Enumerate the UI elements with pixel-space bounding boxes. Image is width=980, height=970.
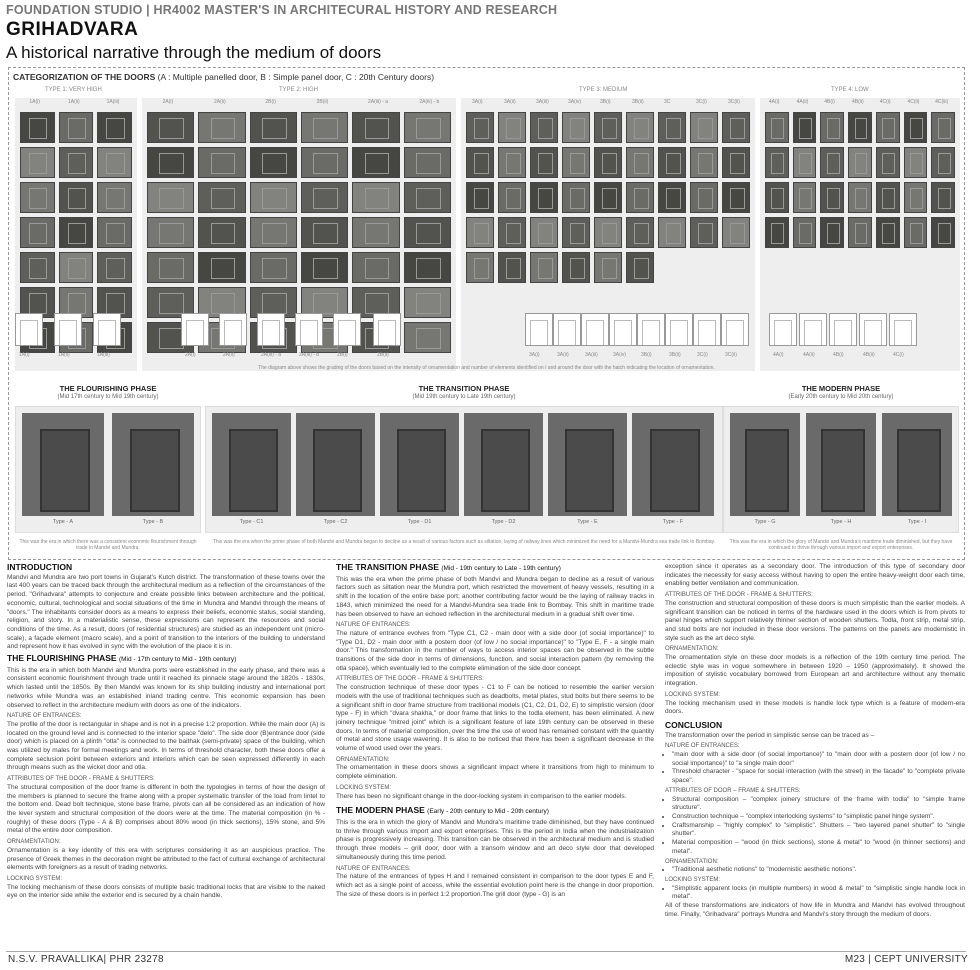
door-drawing <box>665 313 693 346</box>
subsection-label: ATTRIBUTES OF THE DOOR - FRAME & SHUTTERS: <box>336 676 484 683</box>
door-thumbnail <box>530 147 558 178</box>
subsection-label: ATTRIBUTES OF DOOR – FRAME & SHUTTERS: <box>665 787 801 794</box>
subsection-label: ATTRIBUTES OF THE DOOR - FRAME & SHUTTERS: <box>665 592 813 599</box>
door-thumbnail <box>498 112 526 143</box>
flourishing-locking: The locking mechanism of these doors consists of multiple basic traditional locks that are visible to the naked eye on the interior side while the exterior end is secured by a chain handle. <box>7 883 325 900</box>
photo-caption: Type - A <box>52 519 74 525</box>
photo-caption: Type - C2 <box>323 519 348 525</box>
door-thumbnail <box>301 147 348 178</box>
door-drawing <box>15 313 43 346</box>
modern-text: This is the era in which the glory of Mandvi and Mundra's maritime trade diminished, but they have continued to thrive through various import and export enterprises. This is the period in India when the industrialization phase is progressively increasing. This transition can be observed in the architectural medium and is studied through three models – grill door, door with a transom window and art deco style door that developed simultaneously during this time period. <box>336 818 654 861</box>
drawing-label: 3B(i) <box>641 352 652 358</box>
transition-locking: There has been no significant change in the door-locking system in comparison to the earlier models. <box>336 792 627 800</box>
type1-label: TYPE 1: VERY HIGH <box>45 87 102 93</box>
door-drawing <box>333 313 361 346</box>
subsection-label: ATTRIBUTES OF THE DOOR - FRAME & SHUTTERS: <box>7 776 155 783</box>
door-thumbnail <box>848 112 872 143</box>
column-label: 3A(iii) <box>536 99 549 105</box>
column-label: 4A(i) <box>768 99 780 105</box>
door-thumbnail <box>904 182 928 213</box>
modern-ornamentation: The ornamentation style on these door models is a reflection of the 19th century time period. The eclectic style was in vogue somewhere in between 1920 – 1950 (approximately). It showed the imposition of stylistic vocabulary borrowed from European art and architecture without any thematic integration. <box>665 654 965 688</box>
drawing-label: 3A(i) <box>529 352 540 358</box>
list-item: • Construction technique – "complex interlocking systems" to "simplistic panel hinge system". <box>672 813 965 822</box>
subsection-label: NATURE OF ENTRANCES: <box>336 865 411 872</box>
door-thumbnail <box>530 112 558 143</box>
transition-text: This was the era when the prime phase of both Mandvi and Mundra began to decline as a result of various factors such as siltation near the Mundra port, which restricted the movement of heavy vessels, resulting in a shift in the location of the entire base port; another contributing factor would be the laying of railway tracks in 1843, which minimized the need for a Mandvi-Mundra sea trade link to Bombay. This shift in maritime trade has been observed to have an echoed reflection in the architectural medium in a gradual shift over time. <box>336 575 654 618</box>
door-photo <box>464 413 543 516</box>
door-thumbnail <box>250 112 297 143</box>
drawing-label: 4A(i) <box>773 352 784 358</box>
categorization-title: CATEGORIZATION OF THE DOORS (A : Multiple panelled door, B : Simple panel door, C : 20th Century doors) <box>13 72 435 82</box>
photo-caption: Type - H <box>830 519 852 525</box>
photo-caption: Type - D2 <box>491 519 516 525</box>
door-thumbnail <box>530 252 558 283</box>
door-drawing <box>181 313 209 346</box>
door-photo <box>882 413 952 516</box>
door-photo <box>548 413 627 516</box>
categorization-panel <box>8 67 965 560</box>
column-label: 4C(ii) <box>907 99 920 105</box>
photo-caption: Type - E <box>577 519 598 525</box>
door-thumbnail <box>876 112 900 143</box>
column-label: 3B(i) <box>600 99 611 105</box>
door-thumbnail <box>198 217 245 248</box>
phase-caption-flourishing: This was the era in which there was a consistent economic flourishment through trade in Mandvi and Mundra. <box>19 539 197 551</box>
page-subtitle: A historical narrative through the medium of doors <box>6 43 382 62</box>
page-title: GRIHADVARA <box>6 19 139 40</box>
subsection-label: LOCKING SYSTEM: <box>336 784 392 791</box>
column-label: 1A(ii) <box>68 99 80 105</box>
door-drawing <box>889 313 917 346</box>
door-thumbnail <box>301 182 348 213</box>
subsection-label: ORNAMENTATION: <box>336 756 390 763</box>
door-thumbnail <box>250 217 297 248</box>
drawing-label: 4C(i) <box>893 352 904 358</box>
door-thumbnail <box>820 147 844 178</box>
door-thumbnail <box>59 112 94 143</box>
door-thumbnail <box>793 147 817 178</box>
door-thumbnail <box>198 182 245 213</box>
drawing-label: 2B(ii) <box>377 352 389 358</box>
door-thumbnail <box>626 112 654 143</box>
door-photo <box>22 413 104 516</box>
door-thumbnail <box>793 217 817 248</box>
door-thumbnail <box>722 147 750 178</box>
photo-caption: Type - B <box>142 519 164 525</box>
door-thumbnail <box>848 182 872 213</box>
door-drawing <box>93 313 121 346</box>
phase-title-transition: THE TRANSITION PHASE <box>418 384 510 393</box>
drawing-label: 2B(i) <box>337 352 348 358</box>
door-thumbnail <box>250 182 297 213</box>
door-photo <box>380 413 459 516</box>
conclusion-heading: CONCLUSION <box>665 719 723 730</box>
door-thumbnail <box>20 147 55 178</box>
subsection-label: NATURE OF ENTRANCES: <box>336 622 411 629</box>
door-thumbnail <box>626 217 654 248</box>
door-thumbnail <box>352 147 399 178</box>
door-thumbnail <box>626 252 654 283</box>
phase-caption-modern: This was the era in which the glory of Mandvi and Mundra's maritime trade diminished, but they have continued to thrive through various import and export enterprises. <box>729 539 953 551</box>
column-label: 4C(i) <box>879 99 891 105</box>
door-thumbnail <box>562 252 590 283</box>
door-thumbnail <box>658 217 686 248</box>
flourishing-heading: THE FLOURISHING PHASE (Mid - 17th century to Mid - 19th century) <box>7 653 237 664</box>
conclusion-locking-list <box>665 885 965 902</box>
door-thumbnail <box>722 217 750 248</box>
door-thumbnail <box>20 182 55 213</box>
door-drawing <box>859 313 887 346</box>
door-thumbnail <box>793 182 817 213</box>
door-drawing <box>553 313 581 346</box>
drawing-label: 2A(iii) - b <box>299 352 320 358</box>
door-thumbnail <box>147 112 194 143</box>
door-drawing <box>373 313 401 346</box>
type4-label: TYPE 4: LOW <box>831 87 869 93</box>
door-thumbnail <box>404 182 451 213</box>
phase-caption-transition: This was the era when the prime phase of both Mandvi and Mundra began to decline as a result of various factors such as siltation, laying of railway lines which minimized the need for a Mandvi-Mundra sea trade link to Bombay. <box>212 539 716 545</box>
transition-heading: THE TRANSITION PHASE (Mid - 19th century to Late - 19th century) <box>336 562 561 572</box>
text-column-2 <box>336 563 654 901</box>
phase-sub-flourishing: (Mid 17th century to Mid 19th century) <box>57 394 159 400</box>
column-label: 3C(ii) <box>728 99 740 105</box>
subsection-label: ORNAMENTATION: <box>665 858 719 865</box>
door-thumbnail <box>530 217 558 248</box>
column-label: 3A(ii) <box>504 99 516 105</box>
conclusion-final: All of these transformations are indicators of how life in Mundra and Mandvi has evolved throughout time. Finally, "Grihadvara" portrays Mundra and Mandvi's story through the medium of doors. <box>665 902 965 918</box>
conclusion-ornamentation-list <box>665 866 965 875</box>
door-thumbnail <box>594 182 622 213</box>
door-thumbnail <box>301 252 348 283</box>
door-thumbnail <box>352 112 399 143</box>
text-column-1 <box>7 563 325 903</box>
modern-locking: The locking mechanism used in these models is handle lock type which is a feature of modern-era doors. <box>665 699 965 716</box>
column-label: 1A(i) <box>29 99 40 105</box>
column-label: 4B(i) <box>824 99 835 105</box>
type3-label: TYPE 3: MEDIUM <box>579 87 628 93</box>
door-thumbnail <box>466 217 494 248</box>
door-drawing <box>54 313 82 346</box>
door-thumbnail <box>59 182 94 213</box>
door-thumbnail <box>594 112 622 143</box>
door-thumbnail <box>404 322 451 353</box>
phase-box-flourishing <box>15 406 201 533</box>
subsection-label: LOCKING SYSTEM: <box>7 875 63 882</box>
door-thumbnail <box>466 182 494 213</box>
door-thumbnail <box>198 252 245 283</box>
column-label: 4B(ii) <box>852 99 864 105</box>
phase-title-modern: THE MODERN PHASE <box>801 384 881 393</box>
column-label: 3C(i) <box>696 99 707 105</box>
column-label: 2A(i) <box>162 99 174 105</box>
modern-entrances: The nature of the entrances of types H and I remained consistent in comparison to the door types E and F, which act as a single point of access, while the essential evolution point here is the change in door proportion. The size of these doors is in perfect 1:2 proportion.The grill door (type - G) is an <box>336 873 654 898</box>
door-thumbnail <box>876 182 900 213</box>
door-thumbnail <box>765 147 789 178</box>
modern-entrances-cont: exception since it operates as a secondary door. The introduction of this type of secondary door indicates the necessity for easy access without having to open the entire heavy-weight door each time, enabling better ventilation and communication. <box>665 563 965 588</box>
door-drawing <box>525 313 553 346</box>
door-thumbnail <box>765 217 789 248</box>
door-thumbnail <box>904 217 928 248</box>
door-thumbnail <box>301 217 348 248</box>
column-label: 4A(ii) <box>796 99 809 105</box>
door-thumbnail <box>97 147 132 178</box>
drawing-label: 3C(ii) <box>725 352 737 358</box>
door-thumbnail <box>765 182 789 213</box>
footer-divider <box>6 951 966 952</box>
door-thumbnail <box>301 112 348 143</box>
list-item: • Material composition – "wood (in thick sections), stone & metal" to "wood (in thinner sections) and metal". <box>672 839 965 856</box>
door-drawing <box>693 313 721 346</box>
phase-box-modern <box>723 406 959 533</box>
subsection-label: ORNAMENTATION: <box>665 646 719 653</box>
transition-ornamentation: The ornamentation in these doors shows a significant impact where it transitions from high to minimum to complete elimination. <box>336 764 654 781</box>
door-thumbnail <box>147 252 194 283</box>
door-thumbnail <box>59 252 94 283</box>
door-thumbnail <box>820 182 844 213</box>
door-thumbnail <box>404 112 451 143</box>
door-thumbnail <box>97 112 132 143</box>
text-column-3 <box>665 563 965 921</box>
door-thumbnail <box>250 147 297 178</box>
door-drawing <box>295 313 323 346</box>
door-thumbnail <box>198 112 245 143</box>
drawing-label: 3A(iv) <box>613 352 627 358</box>
phase-box-transition <box>205 406 723 533</box>
conclusion-entrances-list <box>665 751 965 786</box>
door-photo <box>212 413 291 516</box>
modern-attributes: The construction and structural composition of these doors is much simplistic than the earlier models. A significant transition can be noticed in terms of the hardware used in the doors which is from pivots to panel hinges which support relatively thinner section of wooden shutters. Todla, front strip, metal strip, and stud bolts are not included in these door versions. The patterns on the panels are modernistic in style such as the art deco style. <box>665 599 965 642</box>
door-thumbnail <box>466 252 494 283</box>
column-label: 2A(iii) - a <box>368 99 389 105</box>
door-thumbnail <box>931 217 955 248</box>
column-label: 1A(iii) <box>106 99 120 105</box>
door-thumbnail <box>59 147 94 178</box>
door-thumbnail <box>658 147 686 178</box>
door-drawing <box>637 313 665 346</box>
modern-heading: THE MODERN PHASE (Early - 20th century to Mid - 20th century) <box>336 805 549 816</box>
photo-caption: Type - C1 <box>239 519 264 525</box>
flourishing-ornamentation: Ornamentation is a key identity of this era with scriptures considering it as an auspicious practice. The presence of Greek themes in the decoration might be attributed to the fact of cultural exchange of architectural elements with foreigners as a result of trading networks. <box>7 846 325 872</box>
door-thumbnail <box>931 182 955 213</box>
door-thumbnail <box>352 182 399 213</box>
door-thumbnail <box>820 217 844 248</box>
transition-attributes: The construction technique of these door types - C1 to F can be noticed to resemble the earlier version models with the use of traditional techniques such as deadbolts, metal plates, stud bolts but there seems to be a significant shift in door frame structure from traditional models (C1, C2, D1, D2, E) to simplistic version (door type - F) in which "dvara shakha," or door frame that links to the todla element, has been eliminated. A new joinery technique "mitred joint" which is a significant feature of late 19th century can be observed in these doors. In terms of material composition, over the time the use of wood has remained constant with the quantity of metal and stone usage wavering. It is also to be noticed that there has been a significant decrease in the volume of wood used over the years. <box>336 684 654 753</box>
door-drawing <box>257 313 285 346</box>
column-label: 3B(ii) <box>632 99 644 105</box>
drawing-label: 2A(iii) - a <box>261 352 282 358</box>
door-thumbnail <box>931 112 955 143</box>
list-item: • "Simplistic apparent locks (in multiple numbers) in wood & metal" to "simplistic single handle lock in metal". <box>672 885 965 902</box>
door-thumbnail <box>59 217 94 248</box>
door-thumbnail <box>20 217 55 248</box>
door-thumbnail <box>820 112 844 143</box>
door-photo <box>632 413 714 516</box>
column-label: 2B(i) <box>265 99 276 105</box>
drawing-label: 3C(i) <box>697 352 708 358</box>
door-thumbnail <box>722 182 750 213</box>
photo-caption: Type - G <box>754 519 776 525</box>
flourishing-entrances: The profile of the door is rectangular in shape and is not in a precise 1:2 proportion. While the main door (A) is located on the ground level and is connected to the interior space "delo". The side door (B)entrance door (side door) which is placed on a plinth "otla" is connected to the baithak (semi-private) space of the building, which was utilized by males for formal meetings and work. In terms of threshold character, both these doors offer a complete seclusion point between exteriors and interiors which can be seen expressed differently in each through means such as the wicket door and otla. <box>7 720 325 772</box>
flourishing-text: This is the era in which both Mandvi and Mundra ports were established in the early phase, and there was a consistent economic flourishment through trade until it reached its pinnacle stage around the 1820s - 1830s, which lasted until the 1850s. By then Mandvi was known for its ship building industry and international port networks while Mundra was an established inland trading centre. This economic expansion has been observed to reflect in the architecture medium with doors as one of the indicators. <box>7 666 325 709</box>
door-thumbnail <box>404 217 451 248</box>
subsection-label: ORNAMENTATION: <box>7 839 61 846</box>
subsection-label: LOCKING SYSTEM: <box>665 876 721 883</box>
door-thumbnail <box>690 112 718 143</box>
column-label: 2A(iii) - b <box>419 99 440 105</box>
door-thumbnail <box>594 252 622 283</box>
door-drawing <box>721 313 749 346</box>
door-thumbnail <box>97 252 132 283</box>
door-thumbnail <box>562 147 590 178</box>
footer-institute: M23 | CEPT UNIVERSITY <box>844 954 968 965</box>
photo-caption: Type - I <box>907 519 927 525</box>
door-thumbnail <box>352 252 399 283</box>
door-thumbnail <box>904 112 928 143</box>
subsection-label: NATURE OF ENTRANCES: <box>665 743 740 750</box>
door-thumbnail <box>352 217 399 248</box>
door-thumbnail <box>562 112 590 143</box>
intro-heading: INTRODUCTION <box>7 562 73 572</box>
door-thumbnail <box>97 182 132 213</box>
door-thumbnail <box>722 112 750 143</box>
type2-label: TYPE 2: HIGH <box>279 87 319 93</box>
door-thumbnail <box>466 147 494 178</box>
door-thumbnail <box>404 287 451 318</box>
phase-sub-modern: (Early 20th century to Mid 20th century) <box>788 394 894 400</box>
column-label: 3A(i) <box>472 99 483 105</box>
door-thumbnail <box>20 252 55 283</box>
door-drawing <box>799 313 827 346</box>
phase-sub-transition: (Mid 19th century to Late 19th century) <box>412 394 516 400</box>
drawing-label: 3B(ii) <box>669 352 681 358</box>
flourishing-attributes: The structural composition of the door frame is different in both the typologies in terms of how the design of the members is planned to secure the frame along with a proper systematic transfer of the load from lintel to the bottom end. Dead bolt technique, stone base frame, pivots can all be considered as an indication of how the lever system and structural composition of the doors were at the time. The material composition (in % - roughly) of these doors (Type - A & B) comprises about 80% wood (in thick sections), 15% stone, and 5% metal of the entire door composition. <box>7 783 325 835</box>
door-thumbnail <box>658 112 686 143</box>
door-thumbnail <box>498 147 526 178</box>
door-photo <box>296 413 375 516</box>
drawing-label: 3A(ii) <box>557 352 569 358</box>
door-thumbnail <box>931 147 955 178</box>
door-thumbnail <box>562 182 590 213</box>
photo-caption: Type - F <box>662 519 684 525</box>
drawing-label: 4B(ii) <box>863 352 875 358</box>
door-drawing <box>581 313 609 346</box>
door-thumbnail <box>498 252 526 283</box>
door-drawing <box>609 313 637 346</box>
drawing-label: 2A(ii) <box>223 352 235 358</box>
footer-author: N.S.V. PRAVALLIKA| PHR 23278 <box>8 954 164 965</box>
door-thumbnail <box>594 147 622 178</box>
photo-caption: Type - D1 <box>407 519 432 525</box>
door-thumbnail <box>594 217 622 248</box>
drawing-label: 1A(i) <box>19 352 30 358</box>
door-thumbnail <box>404 147 451 178</box>
door-thumbnail <box>530 182 558 213</box>
door-thumbnail <box>562 217 590 248</box>
list-item: • Structural composition – "complex joinery structure of the frame with todla" to "simple frame structure". <box>672 796 965 813</box>
door-thumbnail <box>848 217 872 248</box>
door-thumbnail <box>466 112 494 143</box>
door-thumbnail <box>498 217 526 248</box>
door-thumbnail <box>198 147 245 178</box>
door-thumbnail <box>690 147 718 178</box>
door-thumbnail <box>498 182 526 213</box>
door-thumbnail <box>848 147 872 178</box>
door-drawing <box>769 313 797 346</box>
door-thumbnail <box>404 252 451 283</box>
phase-title-flourishing: THE FLOURISHING PHASE <box>59 384 157 393</box>
door-photo <box>730 413 800 516</box>
intro-text: Mandvi and Mundra are two port towns in Gujarat's Kutch district. The transformation of these towns over the last 400 years can be traced back through the architectural medium as a reflection of the circumstances of the period. "Grihadvara" attempts to conjecture and create possible links between architecture and the political, economic, cultural, technological and social situations of the time in Mundra and Mandvi through the means of "doors." The inhabitants consider doors as a means to express their beliefs, economic status, social standing, religion, and story. In a materialistic sense, these expressions can represent the resources and social conditions of the time. As a result, doors (of residential structures) are studied as an independent unit (micro-scale), a façade element (macro scale), and a point of transition to the interiors of the building to understand and represent how it has evolved in sync with the evolution of the place it is in. <box>7 573 325 651</box>
door-thumbnail <box>658 182 686 213</box>
studio-header: FOUNDATION STUDIO | HR4002 MASTER'S IN ARCHITECURAL HISTORY AND RESEARCH <box>6 3 558 17</box>
subsection-label: LOCKING SYSTEM: <box>665 691 721 698</box>
list-item: • "Traditional aesthetic notions" to "modernistic aesthetic notions". <box>672 866 965 875</box>
door-thumbnail <box>765 112 789 143</box>
conclusion-text: The transformation over the period in simplistic sense can be traced as – <box>665 731 875 739</box>
door-thumbnail <box>690 217 718 248</box>
door-thumbnail <box>876 147 900 178</box>
drawing-label: 1A(iii) <box>97 352 110 358</box>
drawing-label: 4A(ii) <box>803 352 815 358</box>
drawing-label: 2A(i) <box>185 352 196 358</box>
door-thumbnail <box>147 182 194 213</box>
door-thumbnail <box>97 217 132 248</box>
column-label: 4C(iii) <box>935 99 949 105</box>
conclusion-attributes-list <box>665 796 965 857</box>
door-thumbnail <box>904 147 928 178</box>
list-item: • Threshold character - "space for social interaction (with the street) in the facade" to "complete private space". <box>672 768 965 785</box>
subsection-label: NATURE OF ENTRANCES: <box>7 713 82 720</box>
categorization-caption: The diagram above shows the grading of the doors based on the intensity of ornamentation and number of elements identified on / and around the door with the hatch indicating the location of ornamentation. <box>258 365 715 371</box>
column-label: 3C <box>664 99 671 105</box>
door-thumbnail <box>626 147 654 178</box>
column-label: 2A(ii) <box>214 99 226 105</box>
door-photo <box>806 413 876 516</box>
door-thumbnail <box>20 112 55 143</box>
door-thumbnail <box>250 252 297 283</box>
transition-entrances: The nature of entrance evolves from "Type C1, C2 - main door with a side door (of social importance)" to "Type D1, D2 - main door with a postern door (of low / no social importance)" to "Type E, F - a single main door." This transformation in the number of ways to access interior spaces can be observed in the subtle transitions of the side door in terms of dimensions, function, and social interaction pattern (by removing the otla space), which eventually led to the complete elimination of the side door concept. <box>336 629 654 672</box>
door-drawing <box>829 313 857 346</box>
door-thumbnail <box>793 112 817 143</box>
list-item: • Craftsmanship – "highly complex" to "simplistic". Shutters – "two layered panel shutter" to "single shutter". <box>672 822 965 839</box>
door-thumbnail <box>690 182 718 213</box>
list-item: • "main door with a side door (of social importance)" to "main door with a postern door (of low / no social importance)" to "a single main door" <box>672 751 965 768</box>
column-label: 3A(iv) <box>568 99 582 105</box>
drawing-label: 4B(i) <box>833 352 844 358</box>
drawing-label: 1A(ii) <box>58 352 70 358</box>
door-thumbnail <box>147 217 194 248</box>
drawing-label: 3A(iii) <box>585 352 598 358</box>
door-thumbnail <box>626 182 654 213</box>
door-drawing <box>219 313 247 346</box>
door-thumbnail <box>876 217 900 248</box>
column-label: 2B(ii) <box>316 99 329 105</box>
door-photo <box>112 413 194 516</box>
door-thumbnail <box>147 147 194 178</box>
